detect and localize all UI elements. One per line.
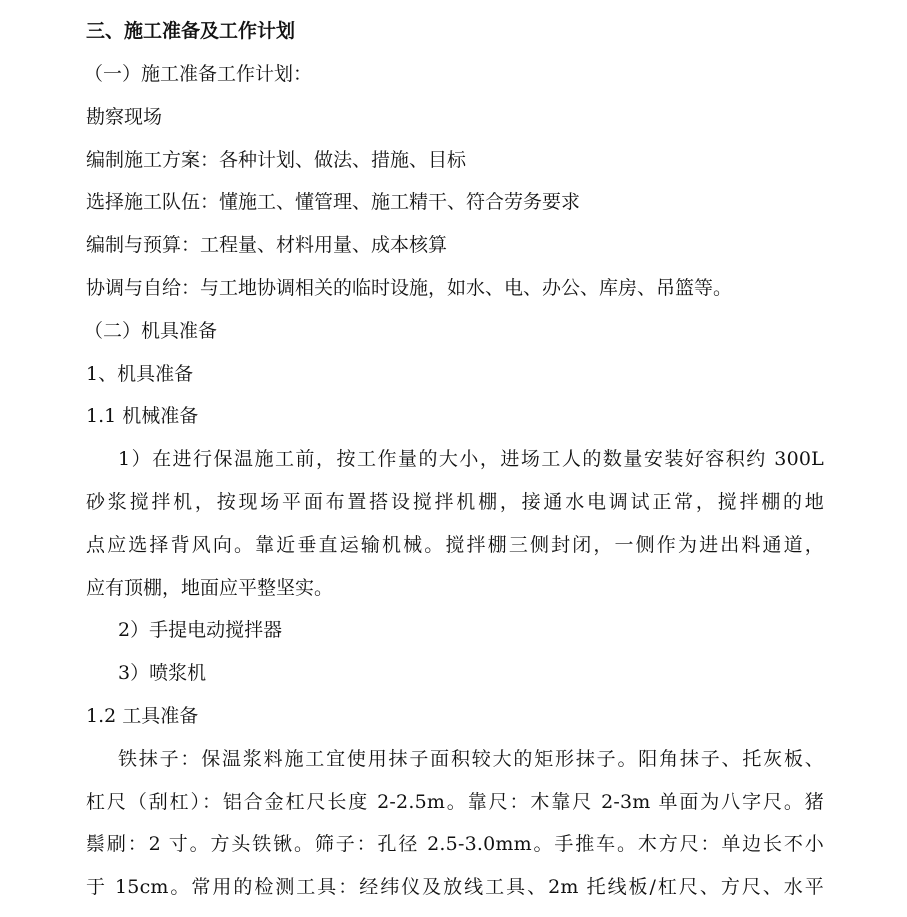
list-item: 2）手提电动搅拌器 — [118, 619, 283, 641]
heading-mechanical-prep: 1.1 机械准备 — [86, 405, 199, 427]
heading-tools-prep: 1.2 工具准备 — [86, 705, 199, 727]
list-item: 3）喷浆机 — [118, 662, 207, 684]
list-item: 编制与预算：工程量、材料用量、成本核算 — [86, 234, 448, 256]
list-item: 协调与自给：与工地协调相关的临时设施，如水、电、办公、库房、吊篮等。 — [86, 277, 733, 299]
section-title: 三、施工准备及工作计划 — [86, 20, 296, 42]
list-item: 勘察现场 — [86, 106, 163, 128]
list-item: 选择施工队伍：懂施工、懂管理、施工精干、符合劳务要求 — [86, 191, 581, 213]
paragraph-line: 1）在进行保温施工前，按工作量的大小，进场工人的数量安装好容积约 300L — [118, 448, 824, 470]
paragraph-line: 应有顶棚，地面应平整坚实。 — [86, 577, 334, 599]
paragraph-line: 铁抹子：保温浆料施工宜使用抹子面积较大的矩形抹子。阳角抹子、托灰板、 — [118, 748, 824, 770]
paragraph-line: 杠尺（刮杠）：铝合金杠尺长度 2-2.5m。靠尺：木靠尺 2-3m 单面为八字尺。猪 — [86, 791, 824, 813]
paragraph-line: 砂浆搅拌机，按现场平面布置搭设搅拌机棚，接通水电调试正常，搅拌棚的地 — [86, 491, 824, 513]
heading-machinery-prep: 1、机具准备 — [86, 363, 194, 385]
paragraph-line: 鬃刷：2 寸。方头铁锹。筛子：孔径 2.5-3.0mm。手推车。木方尺：单边长不小 — [86, 833, 824, 855]
paragraph-line: 于 15cm。常用的检测工具：经纬仪及放线工具、2m 托线板/杠尺、方尺、水平 — [86, 876, 824, 898]
subsection-title-2: （二）机具准备 — [84, 320, 218, 342]
subsection-title-1: （一）施工准备工作计划： — [84, 63, 313, 85]
list-item: 编制施工方案：各种计划、做法、措施、目标 — [86, 149, 467, 171]
paragraph-line: 点应选择背风向。靠近垂直运输机械。搅拌棚三侧封闭，一侧作为进出料通道， — [86, 534, 824, 556]
